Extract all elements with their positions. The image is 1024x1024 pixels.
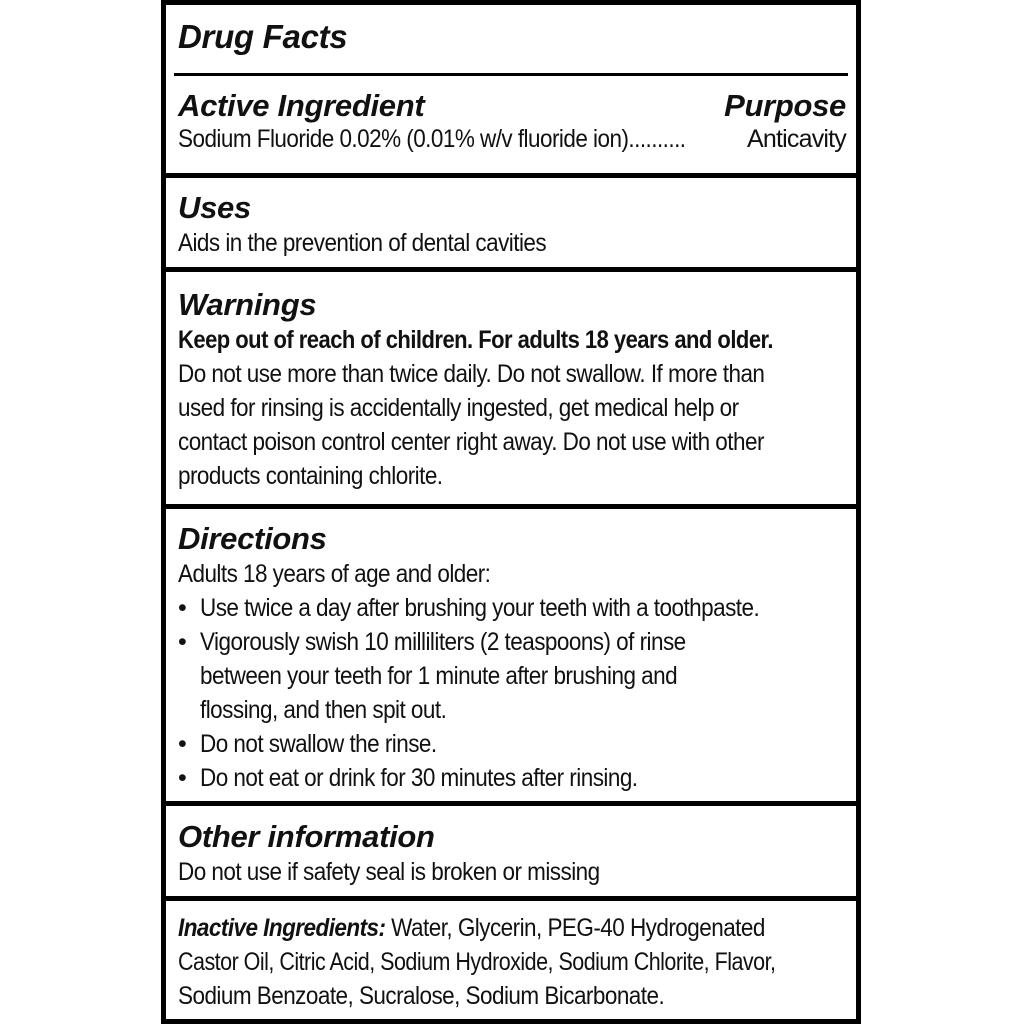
divider-other [166, 896, 856, 901]
active-ingredient-section [166, 88, 856, 156]
other-info-text [178, 855, 846, 889]
inactive-line-3-content: Sodium Benzoate, Sucralose, Sodium Bicarbonate. [178, 982, 665, 1010]
divider-warnings [166, 504, 856, 509]
uses-section [166, 190, 856, 260]
other-info-section [166, 819, 856, 889]
directions-item-2 [178, 625, 846, 727]
title-divider [174, 73, 848, 76]
drug-facts-panel [161, 0, 861, 1024]
directions-item-3 [178, 727, 846, 761]
divider-active [166, 173, 856, 178]
purpose-heading: Purpose [724, 88, 846, 123]
inactive-line-2-content: Castor Oil, Citric Acid, Sodium Hydroxide, Sodium Chlorite, Flavor, [178, 948, 776, 976]
warnings-line-1 [178, 357, 846, 391]
directions-item-1-line-1: Use twice a day after brushing your teeth with a toothpaste. [200, 594, 760, 622]
inactive-line-1-content: Water, Glycerin, PEG-40 Hydrogenated [385, 914, 765, 942]
warnings-line-2-content: used for rinsing is accidentally ingested, get medical help or [178, 394, 739, 422]
uses-heading: Uses [178, 190, 251, 225]
warnings-line-4-content: products containing chlorite. [178, 462, 443, 490]
active-heading-row [178, 88, 846, 124]
directions-list [178, 591, 846, 795]
bullet-icon: • [178, 730, 187, 758]
directions-item-1 [178, 591, 846, 625]
warnings-line-1-content: Do not use more than twice daily. Do not swallow. If more than [178, 360, 765, 388]
other-info-text-content: Do not use if safety seal is broken or missing [178, 858, 600, 886]
purpose-text: Anticavity [747, 125, 846, 153]
directions-intro [178, 557, 846, 591]
title-section [166, 19, 856, 55]
uses-text [178, 226, 846, 260]
directions-item-2-line-1: Vigorously swish 10 milliliters (2 teaspoons) of rinse [200, 628, 686, 656]
bullet-icon: • [178, 628, 187, 656]
directions-item-4 [178, 761, 846, 795]
warnings-bold-content: Keep out of reach of children. For adults 18 years and older. [178, 326, 773, 354]
directions-item-2-line-3: flossing, and then spit out. [200, 696, 447, 724]
inactive-line-3 [178, 979, 846, 1013]
directions-item-4-line-1: Do not eat or drink for 30 minutes after rinsing. [200, 764, 638, 792]
inactive-ingredients-heading: Inactive Ingredients: [178, 914, 386, 942]
active-ingredient-row [178, 122, 846, 156]
directions-intro-content: Adults 18 years of age and older: [178, 560, 491, 588]
warnings-line-3 [178, 425, 846, 459]
uses-text-content: Aids in the prevention of dental cavities [178, 229, 547, 257]
bullet-icon: • [178, 594, 187, 622]
other-info-heading: Other information [178, 819, 435, 854]
directions-item-2-line-2: between your teeth for 1 minute after brushing and [200, 662, 678, 690]
directions-item-3-line-1: Do not swallow the rinse. [200, 730, 437, 758]
warnings-line-3-content: contact poison control center right away. Do not use with other [178, 428, 764, 456]
divider-directions [166, 801, 856, 806]
warnings-line-2 [178, 391, 846, 425]
active-ingredient-heading: Active Ingredient [178, 88, 425, 123]
warnings-line-4 [178, 459, 846, 493]
warnings-section [166, 287, 856, 493]
drug-facts-title: Drug Facts [178, 18, 348, 55]
inactive-line-1-wrap [178, 911, 765, 945]
warnings-bold-text [178, 323, 846, 357]
warnings-heading: Warnings [178, 287, 317, 322]
inactive-line-2 [178, 945, 846, 979]
bullet-icon: • [178, 764, 187, 792]
divider-uses [166, 267, 856, 272]
directions-heading: Directions [178, 521, 327, 556]
active-ingredient-text: Sodium Fluoride 0.02% (0.01% w/v fluoride ion).......... [178, 125, 686, 153]
inactive-line-1 [178, 911, 846, 945]
directions-section [166, 521, 856, 795]
inactive-ingredients-section [166, 911, 856, 1013]
